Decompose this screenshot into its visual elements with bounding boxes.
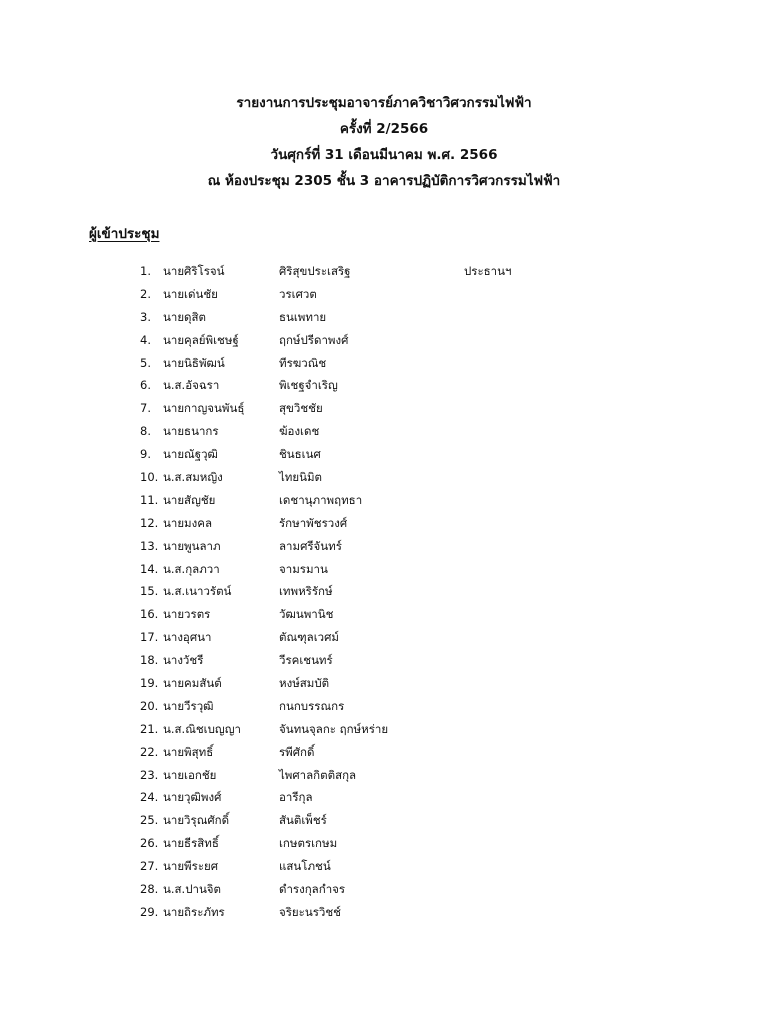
attendee-name: นายธีรสิทธิ์ bbox=[163, 836, 219, 851]
attendee-name: นายพีระยศ bbox=[163, 859, 219, 874]
attendee-number: 11. bbox=[140, 492, 159, 507]
attendee-role: ประธานฯ bbox=[464, 264, 512, 278]
attendee-number: 22. bbox=[140, 744, 159, 759]
attendee-name: นายวุฒิพงศ์ bbox=[163, 790, 222, 805]
attendee-surname: แสนโภชน์ bbox=[279, 859, 331, 874]
meeting-date: วันศุกร์ที่ 31 เดือนมีนาคม พ.ศ. 2566 bbox=[270, 147, 498, 163]
attendee-number: 28. bbox=[140, 882, 159, 897]
attendee-row bbox=[0, 649, 768, 672]
attendee-name: นางอุศนา bbox=[163, 630, 212, 645]
attendee-name: นายมงคล bbox=[163, 515, 212, 530]
attendee-surname: รักษาพัชรวงศ์ bbox=[279, 515, 348, 530]
attendee-name: นายวิรุณศักดิ์ bbox=[163, 813, 230, 828]
attendee-row bbox=[0, 718, 768, 741]
attendee-list bbox=[0, 260, 768, 924]
report-title: รายงานการประชุมอาจารย์ภาควิชาวิศวกรรมไฟฟ้า bbox=[236, 95, 532, 111]
attendee-name: นายเด่นชัย bbox=[163, 286, 218, 301]
attendee-surname: วีรคเชนทร์ bbox=[279, 653, 333, 668]
attendee-number: 10. bbox=[140, 470, 159, 485]
attendee-name: นายดุสิต bbox=[163, 309, 207, 324]
attendee-row bbox=[0, 626, 768, 649]
attendee-number: 20. bbox=[140, 698, 159, 713]
attendee-number: 17. bbox=[140, 630, 159, 645]
attendee-number: 15. bbox=[140, 584, 159, 599]
attendee-number: 14. bbox=[140, 561, 159, 576]
attendee-surname: อารีกุล bbox=[279, 790, 313, 805]
attendee-row bbox=[0, 352, 768, 375]
attendee-number: 3. bbox=[140, 309, 151, 324]
attendee-surname: จันทนจุลกะ ฤกษ์หร่าย bbox=[279, 721, 389, 736]
attendee-number: 9. bbox=[140, 447, 151, 462]
attendee-surname: ไทยนิมิต bbox=[279, 470, 323, 485]
document-header bbox=[0, 90, 768, 194]
attendee-name: นายกาญจนพันธุ์ bbox=[163, 401, 245, 416]
attendee-surname: ฤกษ์ปรีดาพงศ์ bbox=[279, 332, 349, 347]
attendee-surname: หงษ์สมบัติ bbox=[279, 676, 330, 691]
attendees-heading: ผู้เข้าประชุม bbox=[89, 226, 160, 242]
attendee-name: น.ส.กุลภวา bbox=[163, 561, 220, 576]
attendee-name: นายวรตร bbox=[163, 607, 211, 622]
attendee-surname: วัฒนพานิช bbox=[279, 607, 334, 622]
attendee-row bbox=[0, 580, 768, 603]
attendee-name: นายศิริโรจน์ bbox=[163, 264, 225, 278]
attendee-name: น.ส.สมหญิง bbox=[163, 470, 223, 485]
attendee-surname: ลามศรีจันทร์ bbox=[279, 538, 342, 553]
attendee-surname: กนกบรรณกร bbox=[279, 698, 345, 713]
attendee-row bbox=[0, 603, 768, 626]
attendee-row bbox=[0, 329, 768, 352]
attendee-surname: ชินธเนศ bbox=[279, 447, 321, 462]
attendee-row bbox=[0, 878, 768, 901]
attendee-surname: เกษตรเกษม bbox=[279, 836, 338, 851]
attendee-name: นายนิธิพัฒน์ bbox=[163, 355, 225, 370]
attendee-name: นายณัฐวุฒิ bbox=[163, 447, 218, 462]
attendee-row bbox=[0, 512, 768, 535]
attendee-surname: ทีรฆวณิช bbox=[279, 355, 327, 370]
attendee-surname: วรเศวต bbox=[279, 286, 317, 301]
attendee-row bbox=[0, 260, 768, 283]
attendee-name: นายวีรวุฒิ bbox=[163, 698, 214, 713]
attendee-row bbox=[0, 764, 768, 787]
attendee-name: น.ส.ณิชเบญญา bbox=[163, 721, 241, 736]
attendee-name: น.ส.เนาวรัตน์ bbox=[163, 584, 232, 599]
attendee-name: นายถิระภัทร bbox=[163, 904, 225, 919]
attendee-row bbox=[0, 397, 768, 420]
attendee-row bbox=[0, 901, 768, 924]
attendee-number: 19. bbox=[140, 676, 159, 691]
attendee-number: 24. bbox=[140, 790, 159, 805]
attendee-row bbox=[0, 695, 768, 718]
attendee-row bbox=[0, 809, 768, 832]
attendee-surname: ดำรงกุลกำจร bbox=[279, 882, 346, 897]
attendee-name: นายคุลย์พิเชษฐ์ bbox=[163, 332, 239, 347]
attendee-surname: สุขวิชชัย bbox=[279, 401, 323, 416]
attendee-row bbox=[0, 466, 768, 489]
attendee-number: 6. bbox=[140, 378, 151, 393]
attendee-surname: จามรมาน bbox=[279, 561, 328, 576]
attendee-number: 8. bbox=[140, 424, 151, 439]
attendee-surname: พิเชฐจำเริญ bbox=[279, 378, 338, 393]
attendee-surname: ศิริสุขประเสริฐ bbox=[279, 264, 351, 278]
attendee-surname: จริยะนรวิชช์ bbox=[279, 904, 341, 919]
attendee-name: นายเอกชัย bbox=[163, 767, 217, 782]
attendee-name: นายธนากร bbox=[163, 424, 219, 439]
attendee-surname: ตัณฑุลเวศม์ bbox=[279, 630, 339, 645]
attendee-number: 26. bbox=[140, 836, 159, 851]
attendee-name: นายพูนลาภ bbox=[163, 538, 221, 553]
meeting-location: ณ ห้องประชุม 2305 ชั้น 3 อาคารปฏิบัติการวิศวกรรมไฟฟ้า bbox=[207, 173, 561, 189]
attendee-number: 13. bbox=[140, 538, 159, 553]
attendee-row bbox=[0, 420, 768, 443]
attendee-number: 16. bbox=[140, 607, 159, 622]
attendee-number: 27. bbox=[140, 859, 159, 874]
attendee-surname: สันติเพ็ชร์ bbox=[279, 813, 327, 828]
attendee-surname: ธนเพทาย bbox=[279, 309, 327, 324]
attendee-number: 4. bbox=[140, 332, 151, 347]
attendee-surname: ไพศาลกิตติสกุล bbox=[279, 767, 357, 782]
attendee-row bbox=[0, 306, 768, 329]
attendee-number: 21. bbox=[140, 721, 159, 736]
attendee-name: น.ส.อัจฉรา bbox=[163, 378, 220, 393]
attendee-row bbox=[0, 558, 768, 581]
attendee-surname: เดชานุภาพฤทธา bbox=[279, 492, 363, 507]
attendee-row bbox=[0, 489, 768, 512]
attendee-row bbox=[0, 535, 768, 558]
attendee-name: น.ส.ปานจิต bbox=[163, 882, 222, 897]
attendee-name: นายสัญชัย bbox=[163, 492, 216, 507]
attendee-surname: รพีศักดิ์ bbox=[279, 744, 315, 759]
attendee-name: นายคมสันต์ bbox=[163, 676, 222, 691]
attendee-number: 29. bbox=[140, 904, 159, 919]
attendee-surname: เทพหริรักษ์ bbox=[279, 584, 333, 599]
attendee-number: 5. bbox=[140, 355, 151, 370]
attendee-row bbox=[0, 443, 768, 466]
attendee-row bbox=[0, 832, 768, 855]
attendee-surname: ฆ้องเดช bbox=[279, 424, 320, 439]
attendee-row bbox=[0, 374, 768, 397]
attendee-number: 7. bbox=[140, 401, 151, 416]
attendee-number: 1. bbox=[140, 264, 151, 278]
attendee-number: 12. bbox=[140, 515, 159, 530]
attendee-number: 25. bbox=[140, 813, 159, 828]
meeting-number: ครั้งที่ 2/2566 bbox=[339, 121, 429, 137]
attendee-number: 18. bbox=[140, 653, 159, 668]
attendee-name: นายพิสุทธิ์ bbox=[163, 744, 214, 759]
attendee-name: นางวัชรี bbox=[163, 653, 204, 668]
attendee-row bbox=[0, 855, 768, 878]
attendee-number: 23. bbox=[140, 767, 159, 782]
attendee-row bbox=[0, 672, 768, 695]
attendee-number: 2. bbox=[140, 286, 151, 301]
attendee-row bbox=[0, 741, 768, 764]
attendee-row bbox=[0, 786, 768, 809]
attendee-row bbox=[0, 283, 768, 306]
